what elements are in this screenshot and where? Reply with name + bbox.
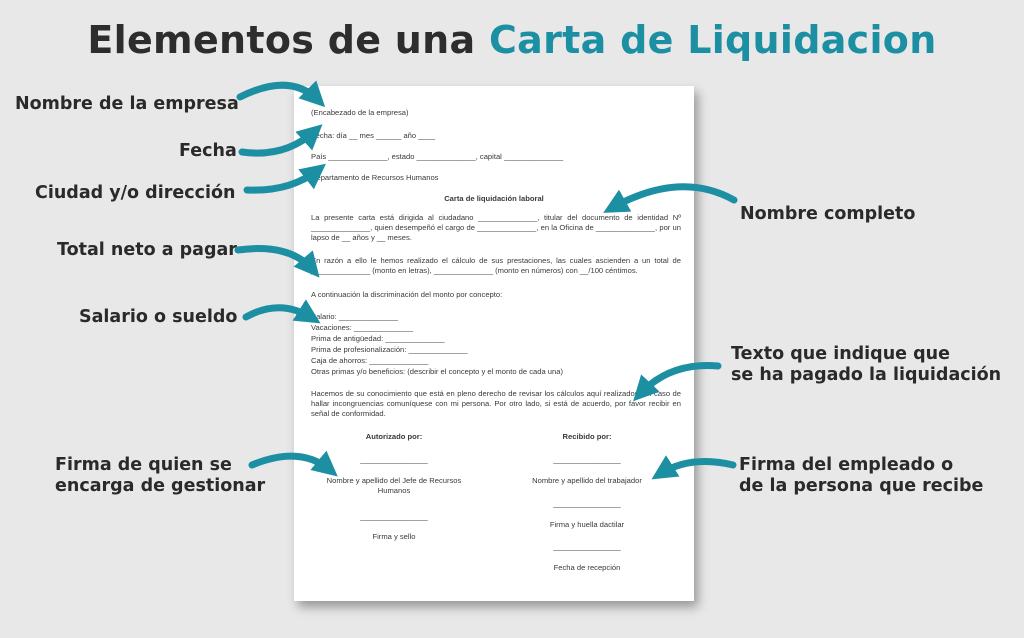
page-title (0, 18, 1024, 62)
authorized-signature-line-2: ________________ (360, 512, 428, 521)
label-manager-signature-line-2: encarga de gestionar (55, 476, 266, 496)
doc-location: País ______________, estado ______________, capital ______________ (311, 152, 564, 161)
label-total-net: Total neto a pagar (57, 240, 237, 260)
authorized-sign-seal: Firma y sello (372, 532, 416, 541)
received-signature-line-2: ________________ (553, 499, 621, 508)
doc-date: Fecha: día __ mes ______ año ____ (311, 131, 436, 140)
label-company-name: Nombre de la empresa (15, 94, 239, 114)
received-signature-line-3: ________________ (553, 542, 621, 551)
title-part2: Carta de Liquidacion (488, 18, 937, 62)
letter-document (294, 86, 694, 601)
doc-paragraph-2: En razón a ello le hemos realizado el cálculo de sus prestaciones, las cuales ascienden a un total de ______________ (monto en letras), ______________ (monto en números) con __/100 céntimos. (311, 256, 681, 276)
doc-paragraph-1: La presente carta está dirigida al ciudadano ______________, titular del documento de identidad Nº ______________, quien desempeñó el cargo de ______________, en la Oficina de ______________, por un lapso de __ años y __ meses. (311, 213, 681, 243)
label-payment-text-line-2: se ha pagado la liquidación (731, 365, 1002, 385)
doc-item: Vacaciones: ______________ (311, 323, 414, 332)
doc-item: Prima de antigüedad: ______________ (311, 334, 445, 343)
label-employee-signature-line-2: de la persona que recibe (739, 476, 984, 496)
received-heading: Recibido por: (562, 432, 612, 441)
doc-item: Salario: ______________ (311, 312, 398, 321)
doc-header: (Encabezado de la empresa) (311, 108, 409, 117)
authorized-name: Nombre y apellido del Jefe de Recursos (326, 476, 462, 485)
label-employee-signature-line-1: Firma del empleado o (739, 455, 954, 475)
label-city-address: Ciudad y/o dirección (35, 183, 236, 203)
label-employee-signature (739, 455, 983, 497)
label-full-name: Nombre completo (740, 204, 916, 224)
label-date: Fecha (179, 141, 237, 161)
label-salary: Salario o sueldo (79, 307, 238, 327)
label-manager-signature-line-1: Firma de quien se (55, 455, 232, 475)
doc-intro: A continuación la discriminación del monto por concepto: (311, 290, 503, 299)
authorized-name-2: Humanos (377, 486, 411, 495)
label-payment-text-line-1: Texto que indique que (731, 344, 950, 364)
doc-department: Departamento de Recursos Humanos (311, 173, 439, 182)
received-signature-line: ________________ (553, 455, 621, 464)
doc-heading: Carta de liquidación laboral (444, 194, 544, 203)
doc-item: Caja de ahorros: ______________ (311, 356, 429, 365)
doc-item: Prima de profesionalización: ______________ (311, 345, 468, 354)
doc-paragraph-3: Hacemos de su conocimiento que está en pleno derecho de revisar los cálculos aquí realizados, en caso de hallar incongruencias comuníquese con mi persona. Por otro lado, si está de acuerdo, por favor recibir en señal de conformidad. (311, 389, 681, 419)
authorized-heading: Autorizado por: (365, 432, 423, 441)
received-date: Fecha de recepción (553, 563, 621, 572)
label-payment-text (731, 344, 1001, 386)
received-fingerprint: Firma y huella dactilar (549, 520, 625, 529)
received-name: Nombre y apellido del trabajador (532, 476, 642, 485)
authorized-signature-line: ________________ (360, 455, 428, 464)
title-part1: Elementos de una (87, 18, 476, 62)
doc-item: Otras primas y/o beneficios: (describir el concepto y el monto de cada una) (311, 367, 563, 376)
label-manager-signature (55, 455, 265, 497)
